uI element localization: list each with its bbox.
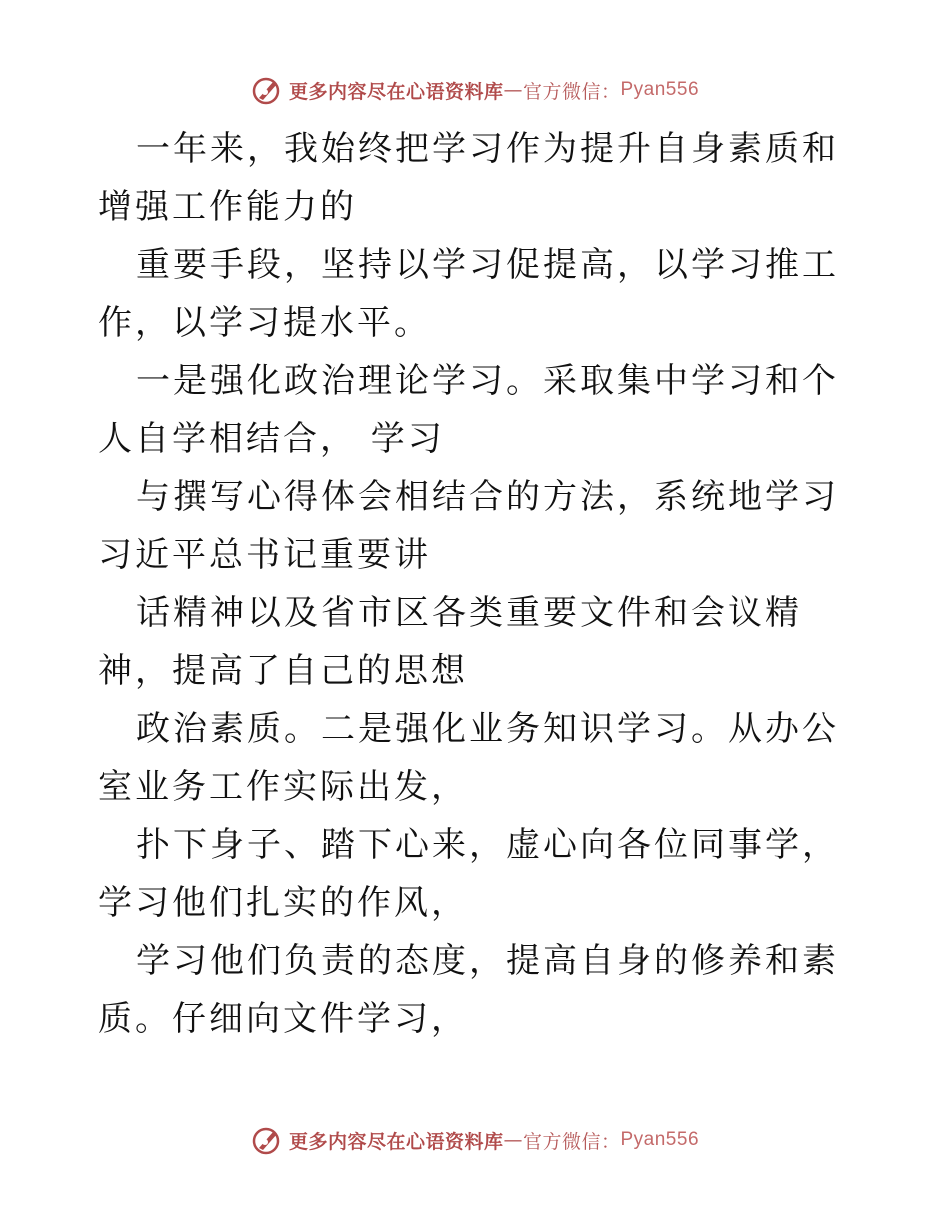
watermark-main-text: 更多内容尽在心语资料库	[288, 80, 504, 103]
watermark-separator: —	[503, 79, 523, 101]
watermark-main-text: 更多内容尽在心语资料库	[288, 1130, 504, 1153]
paragraph-2: 重要手段，坚持以学习促提高，以学习推工作，以学习提水平。	[98, 245, 839, 343]
footer-watermark	[0, 1120, 950, 1160]
watermark-wechat-id: Pyan556	[620, 1129, 700, 1150]
watermark-wechat-label: 官方微信：	[522, 1130, 621, 1153]
paragraph-7: 扑下身子、踏下心来，虚心向各位同事学，学习他们扎实的作风，	[98, 825, 839, 923]
watermark-separator: —	[503, 1129, 523, 1151]
paragraph-1: 一年来，我始终把学习作为提升自身素质和增强工作能力的	[98, 129, 839, 227]
paragraph-4: 与撰写心得体会相结合的方法，系统地学习习近平总书记重要讲	[98, 477, 839, 575]
pen-in-circle-icon	[251, 74, 283, 106]
paragraph-5: 话精神以及省市区各类重要文件和会议精神，提高了自己的思想	[98, 593, 802, 691]
watermark-wechat-label: 官方微信：	[522, 80, 621, 103]
paragraph-3: 一是强化政治理论学习。采取集中学习和个人自学相结合， 学习	[98, 361, 839, 459]
header-watermark	[0, 70, 950, 110]
pen-in-circle-icon	[251, 1124, 283, 1156]
watermark-wechat-id: Pyan556	[620, 79, 700, 100]
paragraph-6: 政治素质。二是强化业务知识学习。从办公室业务工作实际出发，	[98, 709, 839, 807]
document-body	[98, 120, 854, 1048]
paragraph-8: 学习他们负责的态度，提高自身的修养和素质。仔细向文件学习，	[98, 941, 839, 1039]
